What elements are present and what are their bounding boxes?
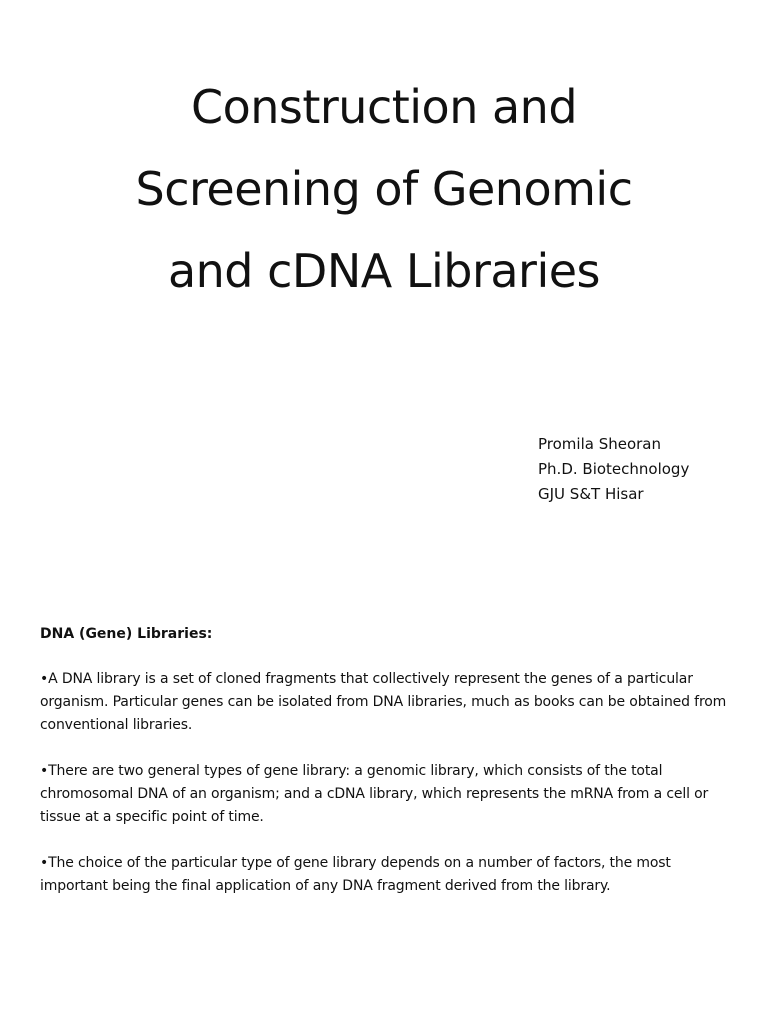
author-name: Promila Sheoran — [538, 435, 662, 453]
section-content — [40, 623, 740, 921]
bullet-paragraph-3: •The choice of the particular type of gene library depends on a number of factors, the most important being the final application of any DNA fragment derived from the library. — [40, 855, 671, 894]
title-line-1: Construction and — [190, 80, 578, 134]
title-line-3: and cDNA Libraries — [167, 244, 601, 298]
author-block — [538, 432, 758, 507]
bullet-paragraph-2: •There are two general types of gene library: a genomic library, which consists of the total chromosomal DNA of an organism; and a cDNA library, which represents the mRNA from a cell or tissue at a specific point of time. — [40, 763, 709, 825]
bullet-paragraph-1: •A DNA library is a set of cloned fragments that collectively represent the genes of a particular organism. Particular genes can be isolated from DNA libraries, much as books can be obtained from conventional libraries. — [40, 671, 727, 733]
page-title — [40, 66, 728, 312]
section-heading: DNA (Gene) Libraries: — [40, 626, 213, 642]
title-line-2: Screening of Genomic — [135, 162, 633, 216]
author-degree: Ph.D. Biotechnology — [538, 460, 690, 478]
author-institution: GJU S&T Hisar — [538, 485, 644, 503]
